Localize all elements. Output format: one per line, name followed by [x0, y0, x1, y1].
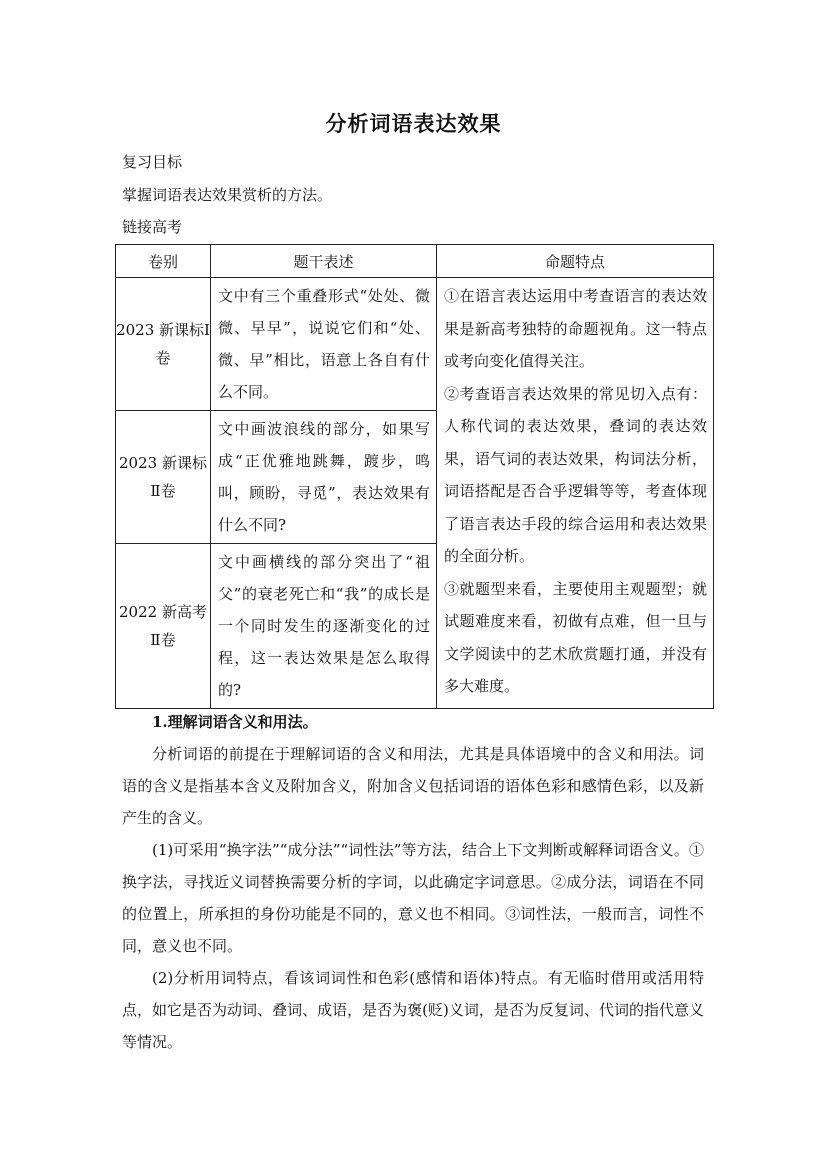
- table-row: [116, 278, 714, 411]
- question-cell: 文中有三个重叠形式“处处、微微、早早”，说说它们和“处、微、早”相比，语意上各自有什么不同。: [211, 278, 437, 411]
- feature-item: ①在语言表达运用中考查语言的表达效果是新高考独特的命题视角。这一特点或考向变化值得关注。: [444, 287, 707, 370]
- header-features: 命题特点: [437, 245, 714, 278]
- review-label: 复习目标: [122, 153, 183, 171]
- exam-table: [115, 244, 714, 709]
- paper-cell: 2022 新高考Ⅱ卷: [116, 544, 211, 709]
- question-cell: 文中画横线的部分突出了“祖父”的衰老死亡和“我”的成长是一个同时发生的逐渐变化的过程，这一表达效果是怎么取得的?: [211, 544, 437, 709]
- paragraph-3: (2)分析用词特点，看该词词性和色彩(感情和语体)特点。有无临时借用或活用特点，如它是否为动词、叠词、成语，是否为褒(贬)义词，是否为反复词、代词的指代意义等情况。: [122, 969, 704, 1051]
- paper-cell: 2023 新课标Ⅱ卷: [116, 411, 211, 544]
- section-heading: 1.理解词语含义和用法。: [152, 713, 318, 731]
- feature-item: ③就题型来看，主要使用主观题型；就试题难度来看，初做有点难，但一旦与文学阅读中的艺术欣赏题打通，并没有多大难度。: [444, 579, 707, 695]
- features-cell: [437, 278, 714, 709]
- header-question: 题干表述: [211, 245, 437, 278]
- paragraph-1: 分析词语的前提在于理解词语的含义和用法，尤其是具体语境中的含义和用法。词语的含义是指基本含义及附加含义，附加含义包括词语的语体色彩和感情色彩，以及新产生的含义。: [122, 745, 704, 827]
- header-paper: 卷别: [116, 245, 211, 278]
- table-header-row: [116, 245, 714, 278]
- paper-cell: 2023 新课标Ⅰ卷: [116, 278, 211, 411]
- feature-item: ②考查语言表达效果的常见切入点有：人称代词的表达效果，叠词的表达效果，语气词的表达效果，构词法分析，词语搭配是否合乎逻辑等等，考查体现了语言表达手段的综合运用和表达效果的全面分析。: [444, 384, 707, 565]
- question-cell: 文中画波浪线的部分，如果写成“正优雅地跳舞，踱步，鸣叫，顾盼，寻觅”，表达效果有什么不同?: [211, 411, 437, 544]
- review-goal: 掌握词语表达效果赏析的方法。: [122, 186, 333, 204]
- paragraph-2: (1)可采用“换字法”“成分法”“词性法”等方法，结合上下文判断或解释词语含义。①换字法，寻找近义词替换需要分析的字词，以此确定字词意思。②成分法，词语在不同的位置上，所承担的身份功能是不同的，意义也不相同。③词性法，一般而言，词性不同，意义也不同。: [122, 841, 704, 955]
- page-title: 分析词语表达效果: [325, 111, 502, 136]
- link-label: 链接高考: [122, 218, 183, 236]
